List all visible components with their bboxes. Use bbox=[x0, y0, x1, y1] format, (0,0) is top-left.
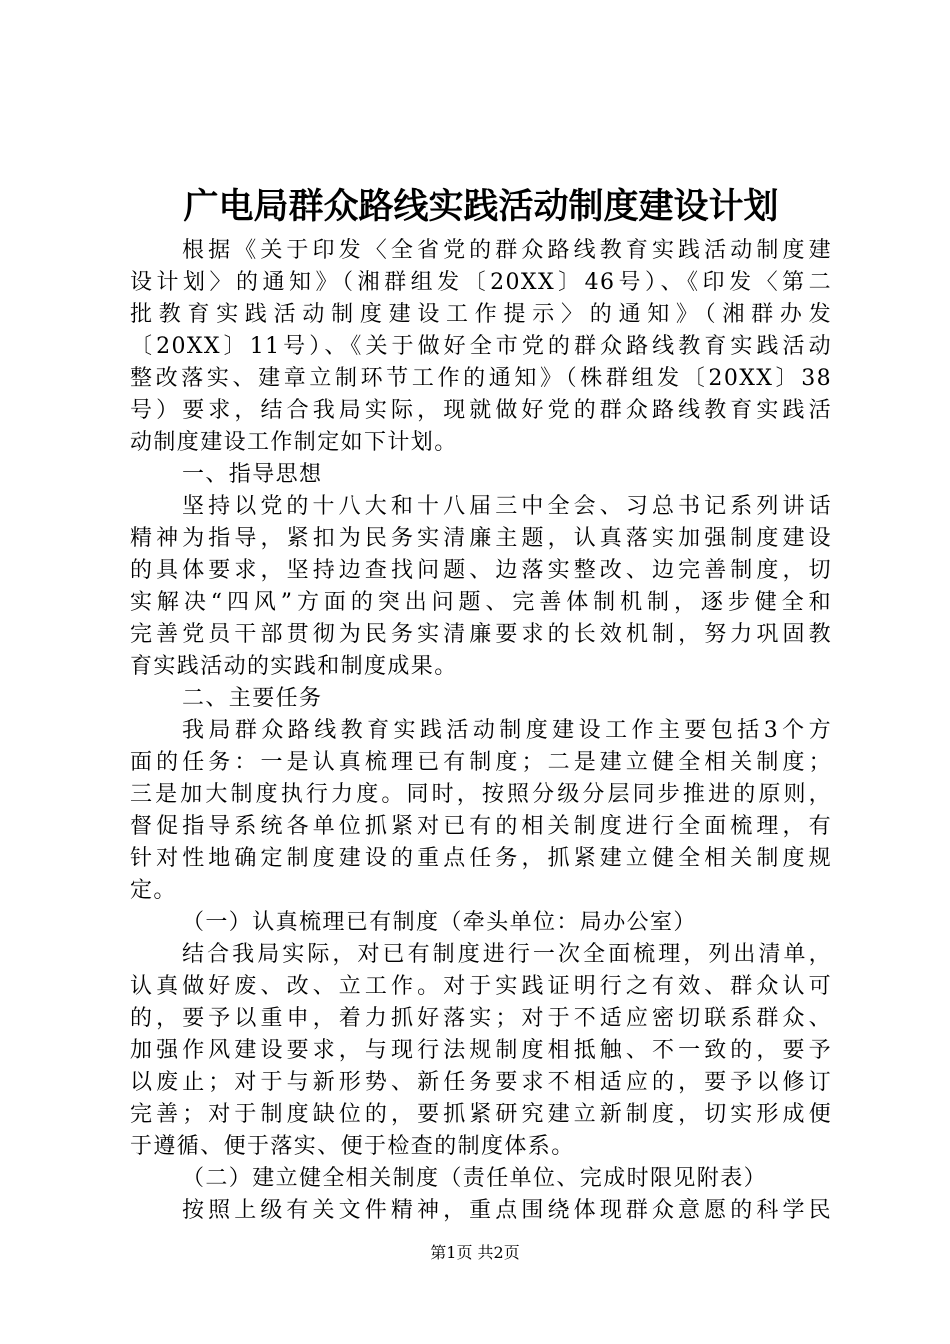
body-line: 按照上级有关文件精神，重点围绕体现群众意愿的科学民 bbox=[182, 1198, 832, 1223]
body-line: 于遵循、便于落实、便于检查的制度体系。 bbox=[130, 1134, 575, 1159]
document-page bbox=[130, 0, 832, 1344]
body-line: （一）认真梳理已有制度（牵头单位：局办公室） bbox=[182, 910, 697, 935]
body-line: （二）建立健全相关制度（责任单位、完成时限见附表） bbox=[182, 1166, 768, 1191]
body-line: 针对性地确定制度建设的重点任务，抓紧建立健全相关制度规 bbox=[130, 846, 832, 871]
body-line: 育实践活动的实践和制度成果。 bbox=[130, 654, 458, 679]
body-line: 加强作风建设要求，与现行法规制度相抵触、不一致的，要予 bbox=[130, 1038, 832, 1063]
body-line: 批教育实践活动制度建设工作提示〉的通知》（湘群办发 bbox=[130, 302, 832, 327]
body-line: 以废止；对于与新形势、新任务要求不相适应的，要予以修订 bbox=[130, 1070, 832, 1095]
body-line: 认真做好废、改、立工作。对于实践证明行之有效、群众认可 bbox=[130, 974, 832, 999]
body-line: 〔20XX〕11号）、《关于做好全市党的群众路线教育实践活动 bbox=[130, 334, 832, 359]
body-line: 动制度建设工作制定如下计划。 bbox=[130, 430, 458, 455]
body-line: 完善；对于制度缺位的，要抓紧研究建立新制度，切实形成便 bbox=[130, 1102, 832, 1127]
body-line: 的具体要求，坚持边查找问题、边落实整改、边完善制度，切 bbox=[130, 558, 832, 583]
page-footer: 第1页 共2页 bbox=[430, 1243, 520, 1262]
body-line: 面的任务：一是认真梳理已有制度；二是建立健全相关制度； bbox=[130, 750, 832, 775]
body-line: 一、指导思想 bbox=[182, 462, 323, 487]
body-line: 定。 bbox=[130, 878, 177, 903]
body-line: 结合我局实际，对已有制度进行一次全面梳理，列出清单， bbox=[182, 942, 832, 967]
body-line: 根据《关于印发〈全省党的群众路线教育实践活动制度建 bbox=[182, 238, 832, 263]
body-line: 实解决“四风”方面的突出问题、完善体制机制，逐步健全和 bbox=[130, 590, 832, 615]
document-body bbox=[130, 235, 832, 1227]
body-line: 设计划〉的通知》（湘群组发〔20XX〕46号）、《印发〈第二 bbox=[130, 270, 832, 295]
body-line: 整改落实、建章立制环节工作的通知》（株群组发〔20XX〕38 bbox=[130, 366, 832, 391]
body-line: 号）要求，结合我局实际，现就做好党的群众路线教育实践活 bbox=[130, 398, 832, 423]
body-line: 督促指导系统各单位抓紧对已有的相关制度进行全面梳理，有 bbox=[130, 814, 832, 839]
body-line: 精神为指导，紧扣为民务实清廉主题，认真落实加强制度建设 bbox=[130, 526, 832, 551]
body-line: 坚持以党的十八大和十八届三中全会、习总书记系列讲话 bbox=[182, 494, 832, 519]
body-line: 完善党员干部贯彻为民务实清廉要求的长效机制，努力巩固教 bbox=[130, 622, 832, 647]
body-line: 三是加大制度执行力度。同时，按照分级分层同步推进的原则， bbox=[130, 782, 832, 807]
body-line: 的，要予以重申，着力抓好落实；对于不适应密切联系群众、 bbox=[130, 1006, 832, 1031]
document-title: 广电局群众路线实践活动制度建设计划 bbox=[183, 186, 779, 227]
body-line: 我局群众路线教育实践活动制度建设工作主要包括3个方 bbox=[182, 718, 832, 743]
body-line: 二、主要任务 bbox=[182, 686, 323, 711]
